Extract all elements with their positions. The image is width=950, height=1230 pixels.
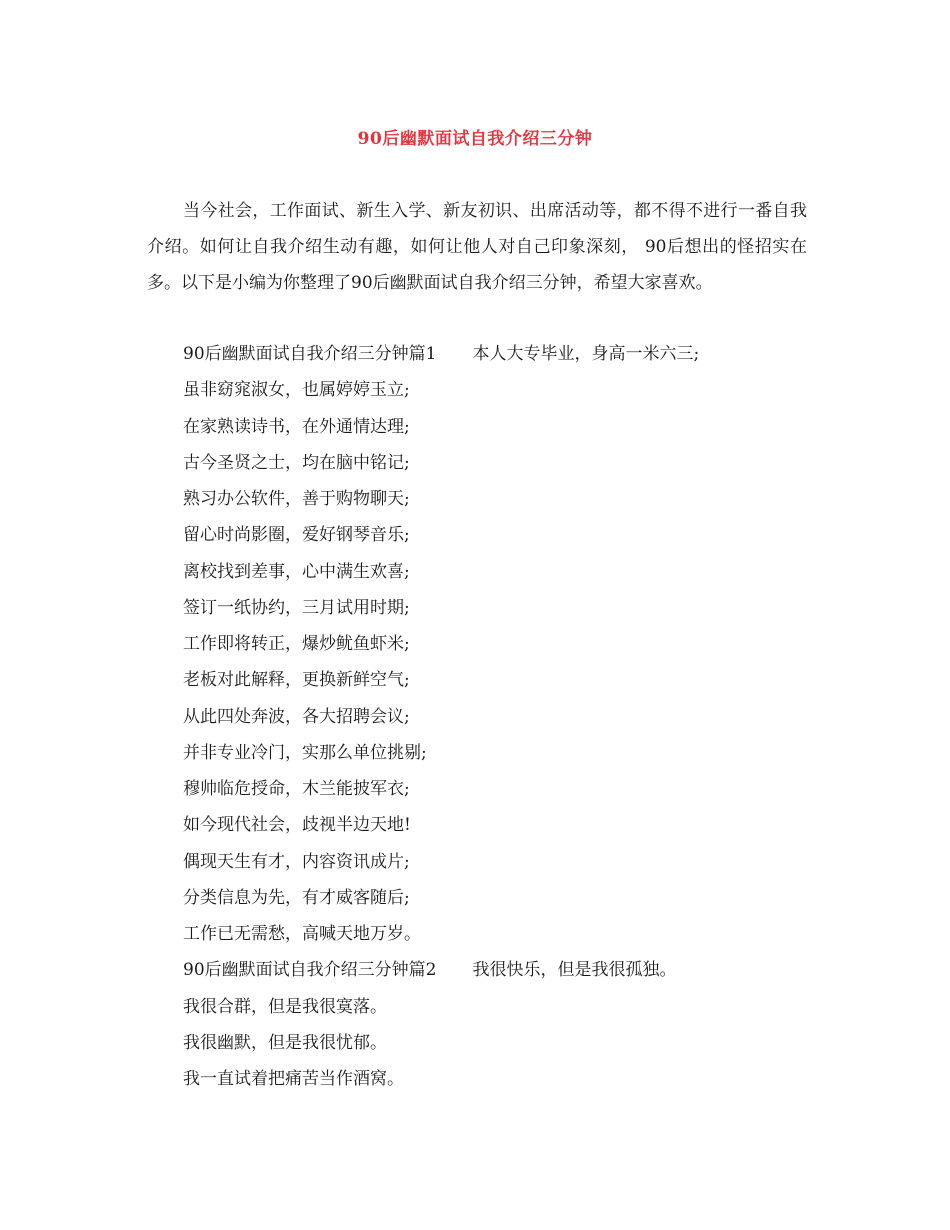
poem-line: 离校找到差事，心中满生欢喜; — [183, 561, 410, 582]
poem-line: 虽非窈窕淑女，也属婷婷玉立; — [183, 380, 410, 401]
poem-line: 熟习办公软件，善于购物聊天; — [183, 489, 410, 509]
section1-heading: 90后幽默面试自我介绍三分钟篇1 — [183, 344, 437, 364]
poem-line: 古今圣贤之士，均在脑中铭记; — [183, 452, 410, 473]
section2-heading-line — [183, 952, 823, 988]
poem-line: 偶现天生有才，内容资讯成片; — [183, 851, 410, 872]
poem-line: 穆帅临危授命，木兰能披军衣; — [183, 779, 410, 799]
poem-line: 并非专业冷门，实那么单位挑剔; — [183, 742, 427, 763]
poem-line: 留心时尚影圈，爱好钢琴音乐; — [183, 525, 410, 546]
poem-line: 分类信息为先，有才威客随后; — [183, 887, 410, 908]
poem-line: 签订一纸协约，三月试用时期; — [183, 597, 410, 618]
poem-line: 我一直试着把痛苦当作酒窝。 — [183, 1069, 404, 1089]
section1-first-line: 本人大专毕业，身高一米六三; — [472, 344, 700, 364]
poem-line: 在家熟读诗书，在外通情达理; — [183, 416, 410, 437]
poem-line: 工作已无需愁，高喊天地万岁。 — [183, 924, 421, 944]
poem-line: 如今现代社会，歧视半边天地! — [183, 815, 411, 836]
section2-heading: 90后幽默面试自我介绍三分钟篇2 — [183, 960, 437, 981]
poem-line: 我很幽默，但是我很忧郁。 — [183, 1032, 387, 1053]
poem-line: 从此四处奔波，各大招聘会议; — [183, 706, 410, 727]
document-title: 90后幽默面试自我介绍三分钟 — [357, 129, 593, 149]
poem-line: 我很合群，但是我很寞落。 — [183, 996, 387, 1017]
poem-line: 工作即将转正，爆炒鱿鱼虾米; — [183, 634, 410, 654]
section1-heading-line — [183, 336, 823, 372]
intro-paragraph: 当今社会，工作面试、新生入学、新友初识、出席活动等，都不得不进行一番自我介绍。如何让自我介绍生动有趣，如何让他人对自己印象深刻， 90后想出的怪招实在多。以下是小编为你整理了90后幽默面试自我介绍三分钟，希望大家喜欢。 — [147, 201, 807, 293]
section2-first-line: 我很快乐，但是我很孤独。 — [472, 960, 677, 981]
poem-line: 老板对此解释，更换新鲜空气; — [183, 670, 410, 691]
poem-lines — [183, 336, 823, 1097]
